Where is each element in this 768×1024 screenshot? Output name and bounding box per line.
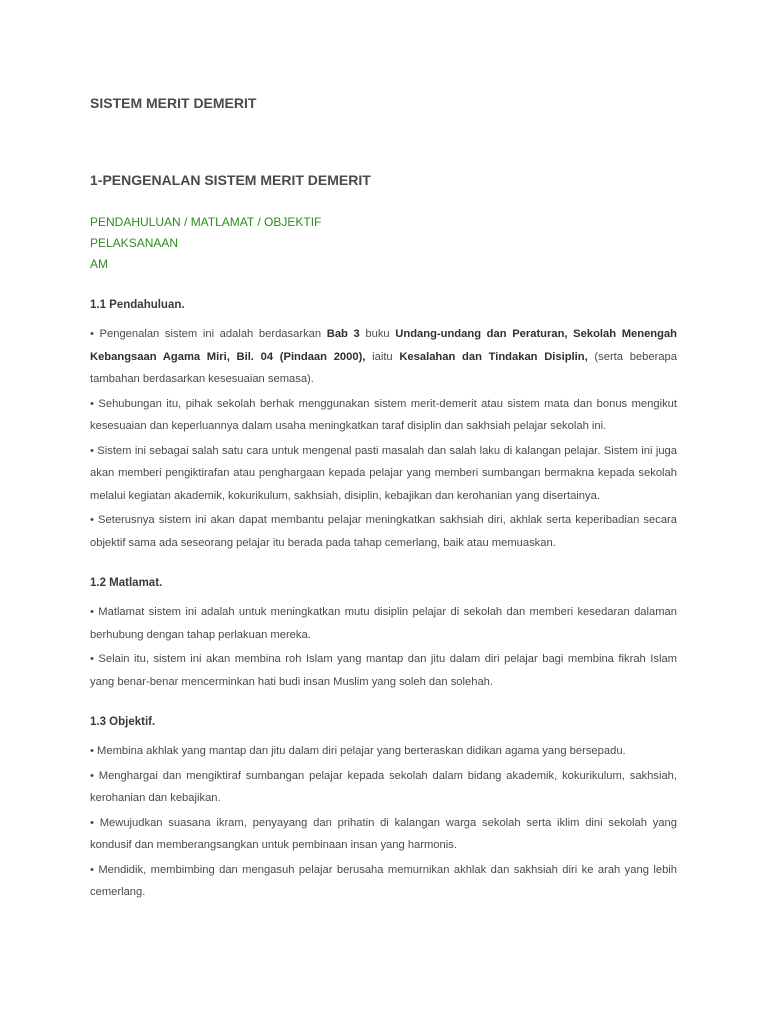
bold-run: Undang-undang dan Peraturan, Sekolah Menengah Kebangsaan Agama Miri, Bil. 04 (Pindaan 2000), xyxy=(90,328,678,363)
document-content xyxy=(90,296,677,906)
paragraph-objektif-1: • Membina akhlak yang mantap dan jitu dalam diri pelajar yang berteraskan didikan agama yang bersepadu. xyxy=(90,745,626,757)
heading-matlamat: 1.2 Matlamat. xyxy=(90,577,163,589)
text-run: • Pengenalan sistem ini adalah berdasarkan xyxy=(90,328,327,340)
paragraph-objektif-2: • Menghargai dan mengiktiraf sumbangan pelajar kepada sekolah dalam bidang akademik, kokurikulum, sakhsiah, kerohanian dan kebajikan. xyxy=(90,769,677,804)
paragraph-objektif-4: • Mendidik, membimbing dan mengasuh pelajar berusaha memurnikan akhlak dan sakhsiah diri ke arah yang lebih cemerlang. xyxy=(90,863,677,898)
paragraph-matlamat-2: • Selain itu, sistem ini akan membina roh Islam yang mantap dan jitu dalam diri pelajar bagi membina fikrah Islam yang benar-benar mencerminkan hati budi insan Muslim yang soleh dan solehah. xyxy=(90,653,677,688)
section-pendahuluan xyxy=(90,296,677,554)
spacer xyxy=(90,695,677,713)
paragraph-pendahuluan-2: • Sehubungan itu, pihak sekolah berhak menggunakan sistem merit-demerit atau sistem mata dan bonus mengikut kesesuaian dan keperluannya dalam usaha meningkatkan taraf disiplin dan sakhsiah pelajar sekolah ini. xyxy=(90,397,677,432)
text-run: iaitu xyxy=(365,350,400,363)
paragraph-pendahuluan-1 xyxy=(90,323,677,391)
section-links xyxy=(90,212,321,275)
paragraph-pendahuluan-3: • Sistem ini sebagai salah satu cara untuk mengenal pasti masalah dan salah laku di kalangan pelajar. Sistem ini juga akan memberi pengiktirafan atau penghargaan kepada pelajar yang memberi sumbangan bermakna kepada sekolah melalui kegiatan akademik, kokurikulum, sakhsiah, disiplin, kebajikan dan kerohanian yang disertainya. xyxy=(90,444,677,502)
spacer xyxy=(90,556,677,574)
bold-run: Bab 3 xyxy=(326,328,360,340)
heading-pendahuluan: 1.1 Pendahuluan. xyxy=(90,299,185,311)
paragraph-objektif-3: • Mewujudkan suasana ikram, penyayang dan prihatin di kalangan warga sekolah serta iklim dini sekolah yang kondusif dan memberangsangkan untuk pembinaan insan yang harmonis. xyxy=(90,816,677,851)
link-am[interactable]: AM xyxy=(90,257,108,271)
document-title: SISTEM MERIT DEMERIT xyxy=(90,95,257,111)
section-objektif xyxy=(90,713,677,904)
bold-run: Kesalahan dan Tindakan Disiplin, xyxy=(399,350,588,363)
text-run: buku xyxy=(359,328,396,340)
heading-objektif: 1.3 Objektif. xyxy=(90,716,156,728)
paragraph-matlamat-1: • Matlamat sistem ini adalah untuk meningkatkan mutu disiplin pelajar di sekolah dan memberi kesedaran dalaman berhubung dengan tahap perlakuan mereka. xyxy=(90,606,677,641)
section-title: 1-PENGENALAN SISTEM MERIT DEMERIT xyxy=(90,172,371,188)
paragraph-pendahuluan-4: • Seterusnya sistem ini akan dapat membantu pelajar meningkatkan sakhsiah diri, akhlak serta keperibadian secara objektif sama ada seseorang pelajar itu berada pada tahap cemerlang, baik atau memuaskan. xyxy=(90,514,677,549)
link-pendahuluan-matlamat-objektif[interactable]: PENDAHULUAN / MATLAMAT / OBJEKTIF xyxy=(90,215,322,229)
link-pelaksanaan[interactable]: PELAKSANAAN xyxy=(90,236,179,250)
text-run: (serta beberapa tambahan berdasarkan kesesuaian semasa). xyxy=(90,350,677,385)
section-matlamat xyxy=(90,574,677,693)
